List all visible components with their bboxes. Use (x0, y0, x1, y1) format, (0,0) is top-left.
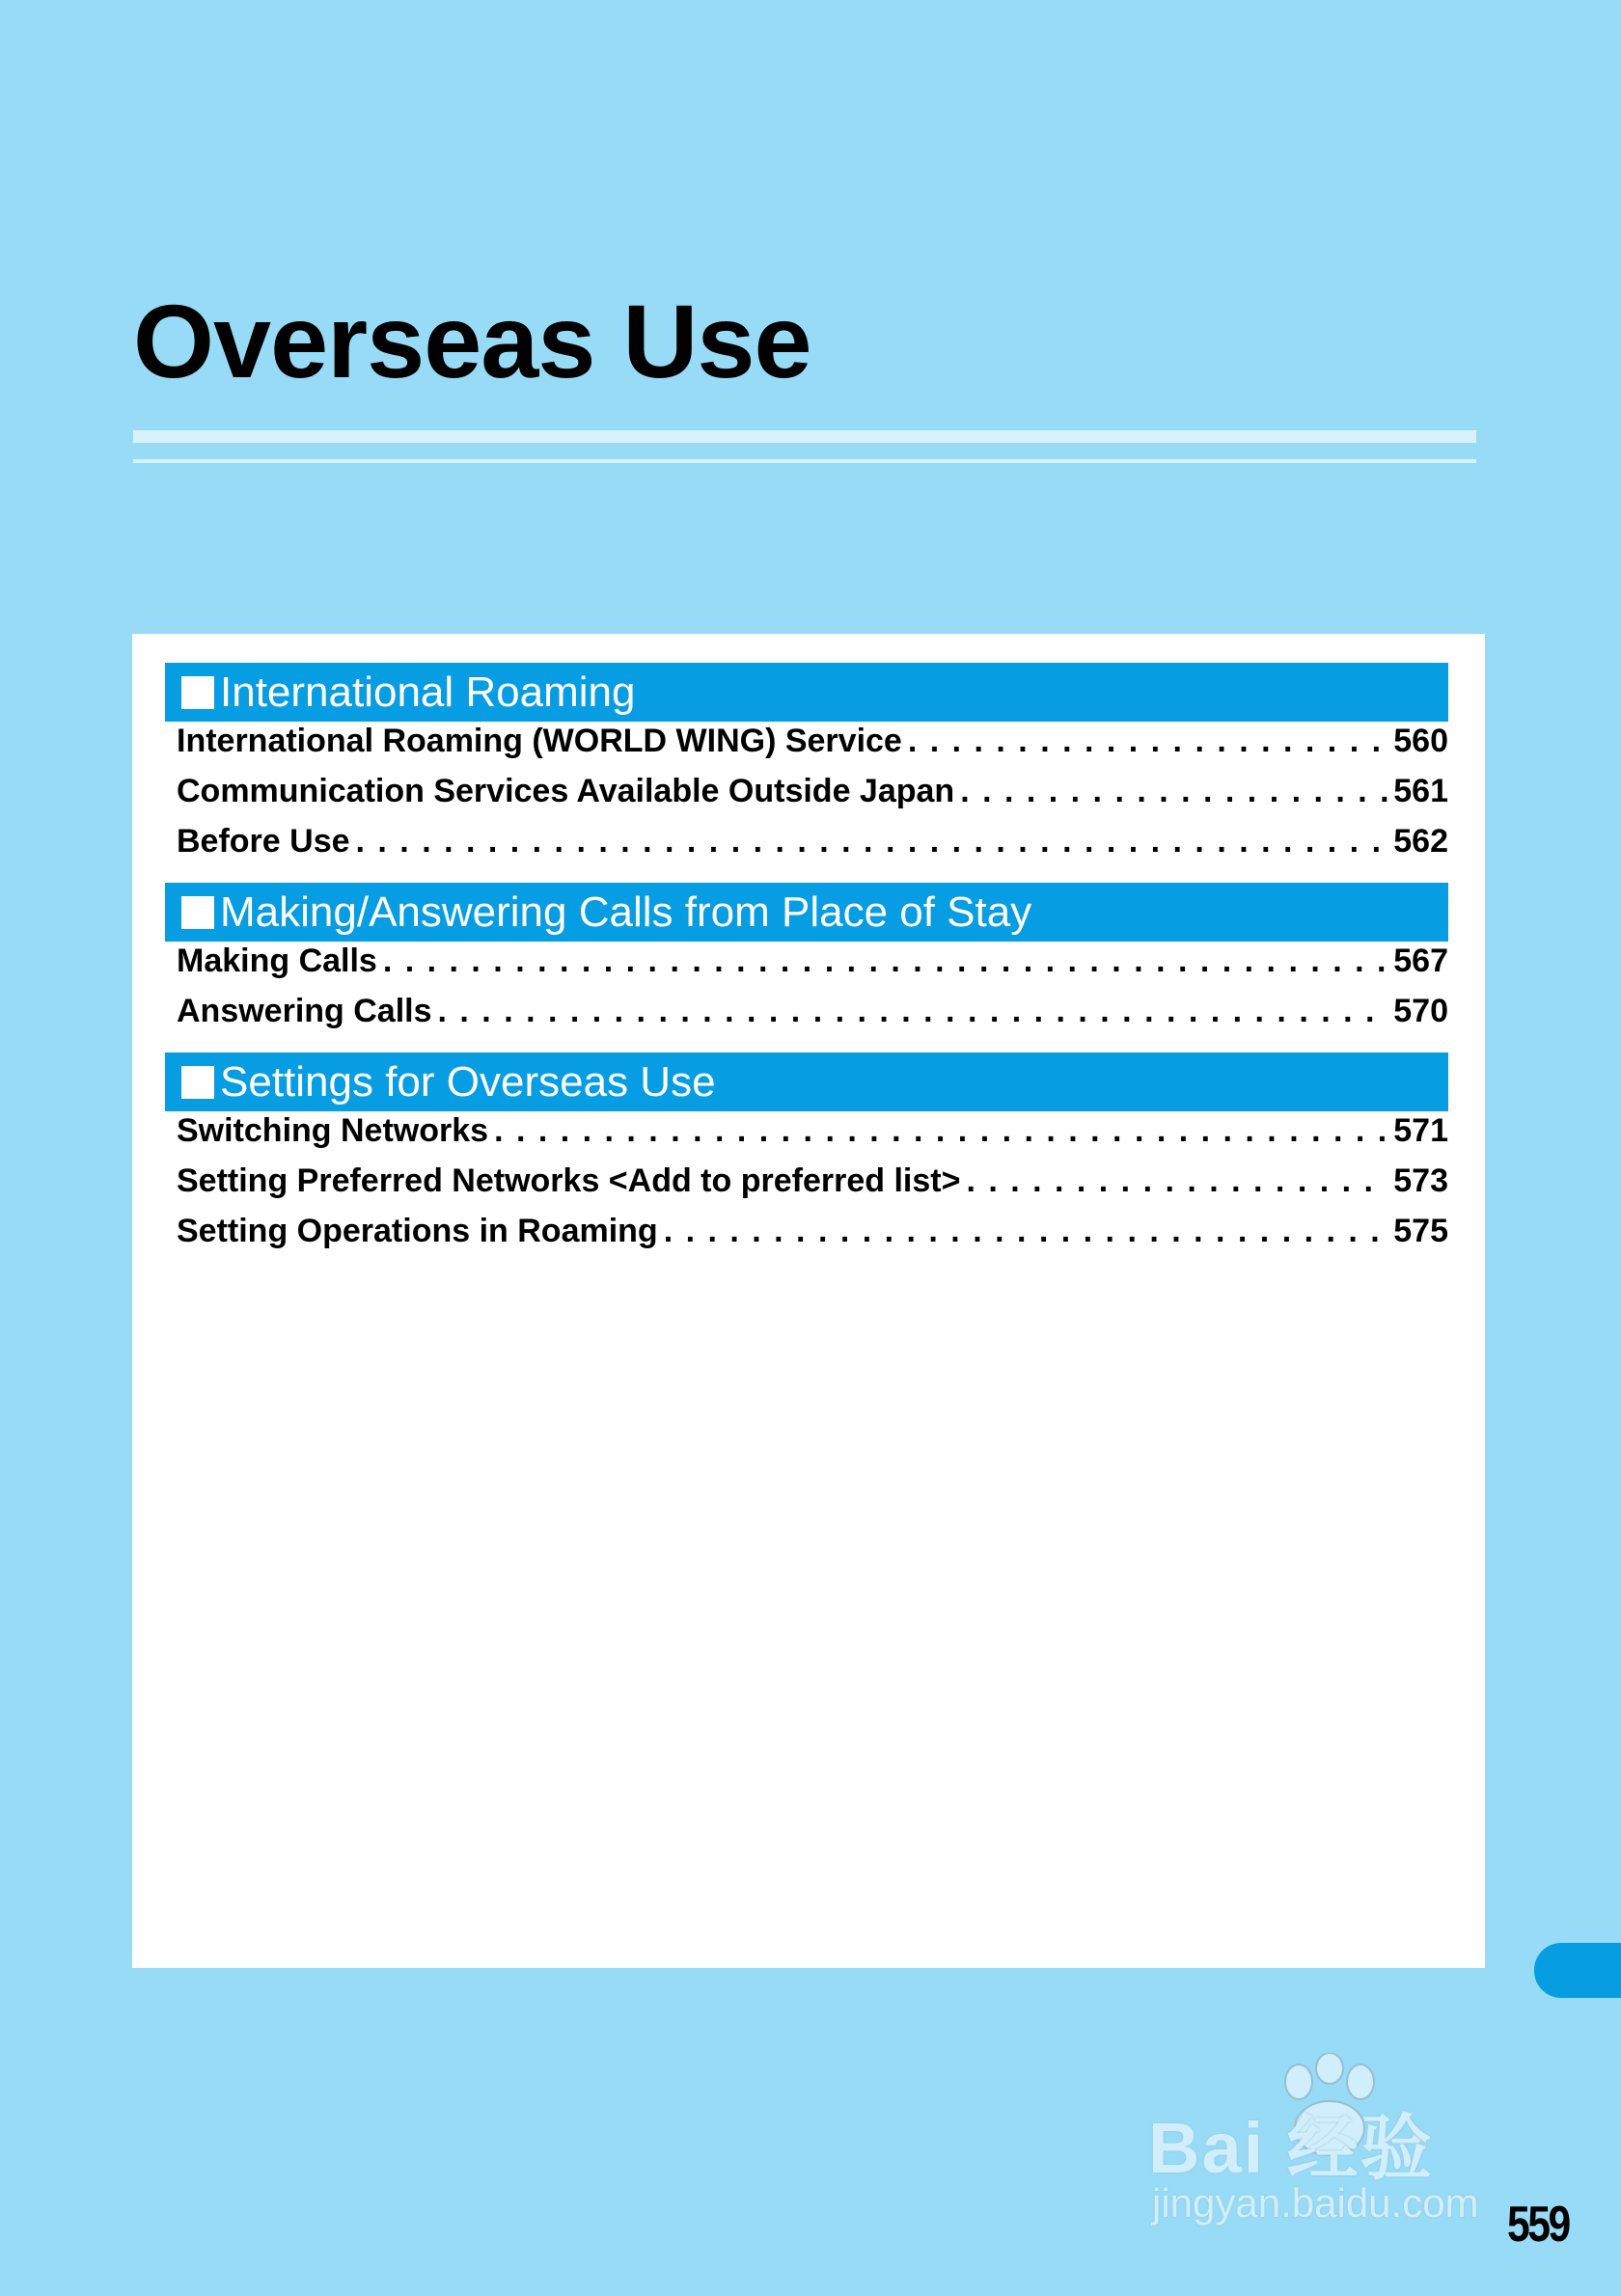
toc-entry-label: Communication Services Available Outside Japan (177, 773, 955, 809)
dot-leader (908, 723, 1387, 760)
dot-leader (960, 773, 1387, 810)
dot-leader (438, 993, 1388, 1030)
toc-entry-page: 561 (1393, 773, 1448, 809)
table-of-contents (132, 634, 1485, 1968)
toc-entry[interactable] (177, 1213, 1448, 1255)
toc-entry[interactable] (177, 1112, 1448, 1155)
toc-entry-page: 560 (1393, 723, 1448, 759)
toc-entry-page: 567 (1393, 943, 1448, 979)
title-rule-thin (133, 459, 1476, 463)
toc-entry-page: 573 (1393, 1162, 1448, 1199)
toc-entry-label: Before Use (177, 823, 350, 860)
toc-entry-label: Setting Operations in Roaming (177, 1213, 658, 1249)
toc-entry-page: 571 (1393, 1112, 1448, 1149)
toc-entry-label: International Roaming (WORLD WING) Service (177, 723, 902, 759)
toc-entry[interactable] (177, 993, 1448, 1035)
watermark-brand: Bai 经验 (1148, 2108, 1434, 2188)
dot-leader (966, 1162, 1387, 1200)
dot-leader (664, 1213, 1388, 1250)
toc-entry[interactable] (177, 773, 1448, 815)
page-number: 559 (1507, 2197, 1569, 2253)
section-header-international-roaming (165, 663, 1448, 722)
toc-entry-page: 575 (1393, 1213, 1448, 1249)
dot-leader (356, 823, 1388, 861)
toc-entry-label: Switching Networks (177, 1112, 489, 1149)
chapter-thumb-tab (1534, 1943, 1621, 1998)
watermark-url: jingyan.baidu.com (1152, 2180, 1479, 2226)
square-bullet-icon (181, 896, 214, 929)
toc-entry-label: Answering Calls (177, 993, 432, 1029)
section-heading: Making/Answering Calls from Place of Stay (220, 888, 1032, 936)
toc-entry-page: 562 (1393, 823, 1448, 860)
section-heading: International Roaming (220, 668, 636, 716)
toc-entry-page: 570 (1393, 993, 1448, 1029)
toc-entry[interactable] (177, 943, 1448, 985)
square-bullet-icon (181, 1066, 214, 1099)
dot-leader (383, 943, 1387, 980)
section-header-settings-overseas (165, 1052, 1448, 1111)
section-heading: Settings for Overseas Use (220, 1057, 716, 1106)
toc-entry-label: Setting Preferred Networks <Add to preferred list> (177, 1162, 961, 1199)
toc-entry[interactable] (177, 1162, 1448, 1205)
watermark (1148, 2053, 1534, 2236)
section-header-making-answering-calls (165, 883, 1448, 942)
dot-leader (494, 1112, 1387, 1150)
toc-entry[interactable] (177, 723, 1448, 765)
page-title: Overseas Use (133, 283, 811, 399)
toc-entry[interactable] (177, 823, 1448, 865)
toc-entry-label: Making Calls (177, 943, 377, 979)
square-bullet-icon (181, 676, 214, 709)
title-rule (133, 430, 1476, 443)
